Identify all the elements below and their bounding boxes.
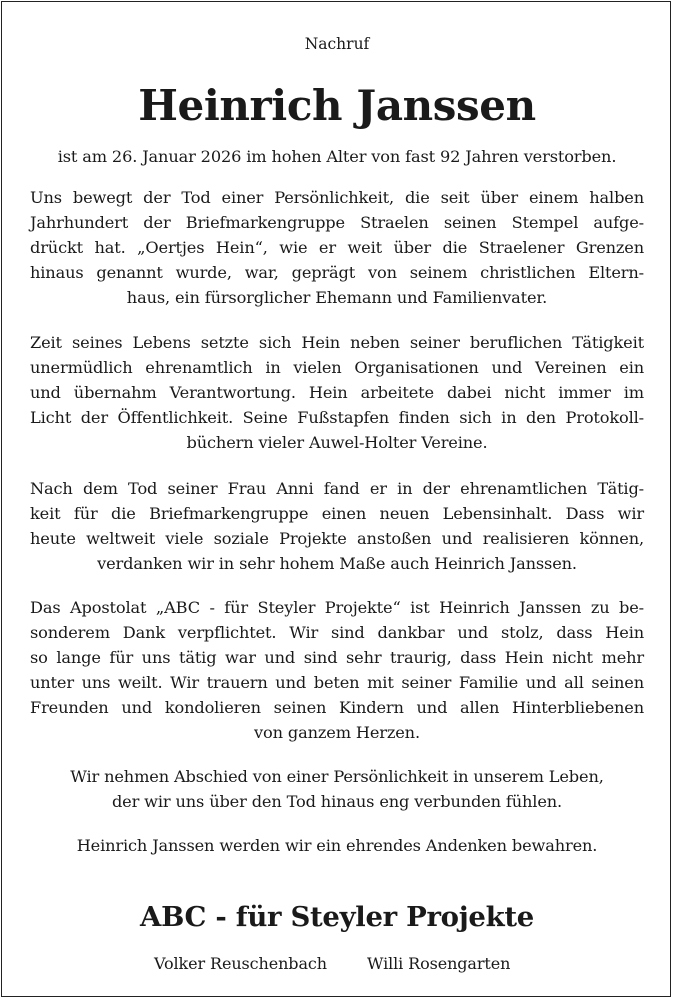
paragraph-4-line-3: so lange für uns tätig war und sind sehr traurig, dass Hein nicht mehr <box>30 648 644 667</box>
death-announcement: ist am 26. Januar 2026 im hohen Alter von fast 92 Jahren verstorben. <box>57 147 617 166</box>
paragraph-2-line-4: Licht der Öffentlichkeit. Seine Fußstapfen finden sich in den Protokoll- <box>30 408 644 427</box>
paragraph-3-line-4: verdanken wir in sehr hohem Maße auch Heinrich Janssen. <box>97 554 577 573</box>
paragraph-2-line-2: unermüdlich ehrenamtlich in vielen Organisationen und Vereinen ein <box>30 358 644 377</box>
signatory-1: Volker Reuschenbach <box>154 954 327 973</box>
paragraph-1-line-2: Jahrhundert der Briefmarkengruppe Straelen seinen Stempel aufge- <box>30 213 644 232</box>
paragraph-2-line-1: Zeit seines Lebens setzte sich Hein neben seiner beruflichen Tätigkeit <box>30 333 644 352</box>
notice-kicker: Nachruf <box>304 35 370 53</box>
paragraph-5-line-1: Wir nehmen Abschied von einer Persönlichkeit in unserem Leben, <box>70 767 604 786</box>
paragraph-5-line-2: der wir uns über den Tod hinaus eng verbunden fühlen. <box>111 792 563 811</box>
paragraph-1-line-3: drückt hat. „Oertjes Hein“, wie er weit über die Straelener Grenzen <box>30 238 644 257</box>
deceased-name: Heinrich Janssen <box>138 81 536 130</box>
paragraph-1-line-4: hinaus genannt wurde, war, geprägt von seinem christlichen Eltern- <box>30 263 644 282</box>
paragraph-4-line-2: sonderem Dank verpflichtet. Wir sind dankbar und stolz, dass Hein <box>30 623 644 642</box>
paragraph-4-line-4: unter uns weilt. Wir trauern und beten mit seiner Familie und all seinen <box>30 673 644 692</box>
paragraph-6-line-1: Heinrich Janssen werden wir ein ehrendes Andenken bewahren. <box>76 836 598 855</box>
paragraph-4-line-1: Das Apostolat „ABC - für Steyler Projekte“ ist Heinrich Janssen zu be- <box>30 598 644 617</box>
organization-name: ABC - für Steyler Projekte <box>140 901 534 933</box>
paragraph-4-line-5: Freunden und kondolieren seinen Kindern und allen Hinterbliebenen <box>30 698 644 717</box>
paragraph-3-line-3: heute weltweit viele soziale Projekte anstoßen und realisieren können, <box>30 529 644 548</box>
paragraph-2-line-5: büchern vieler Auwel-Holter Vereine. <box>186 433 488 452</box>
paragraph-1-line-5: haus, ein fürsorglicher Ehemann und Familienvater. <box>126 288 548 307</box>
paragraph-3-line-1: Nach dem Tod seiner Frau Anni fand er in der ehrenamtlichen Tätig- <box>30 479 644 498</box>
signatory-2: Willi Rosengarten <box>367 954 511 973</box>
paragraph-1-line-1: Uns bewegt der Tod einer Persönlichkeit, die seit über einem halben <box>30 188 644 207</box>
paragraph-4-line-6: von ganzem Herzen. <box>254 723 420 742</box>
paragraph-2-line-3: und übernahm Verantwortung. Hein arbeitete dabei nicht immer im <box>30 383 644 402</box>
paragraph-3-line-2: keit für die Briefmarkengruppe einen neuen Lebensinhalt. Dass wir <box>30 504 644 523</box>
